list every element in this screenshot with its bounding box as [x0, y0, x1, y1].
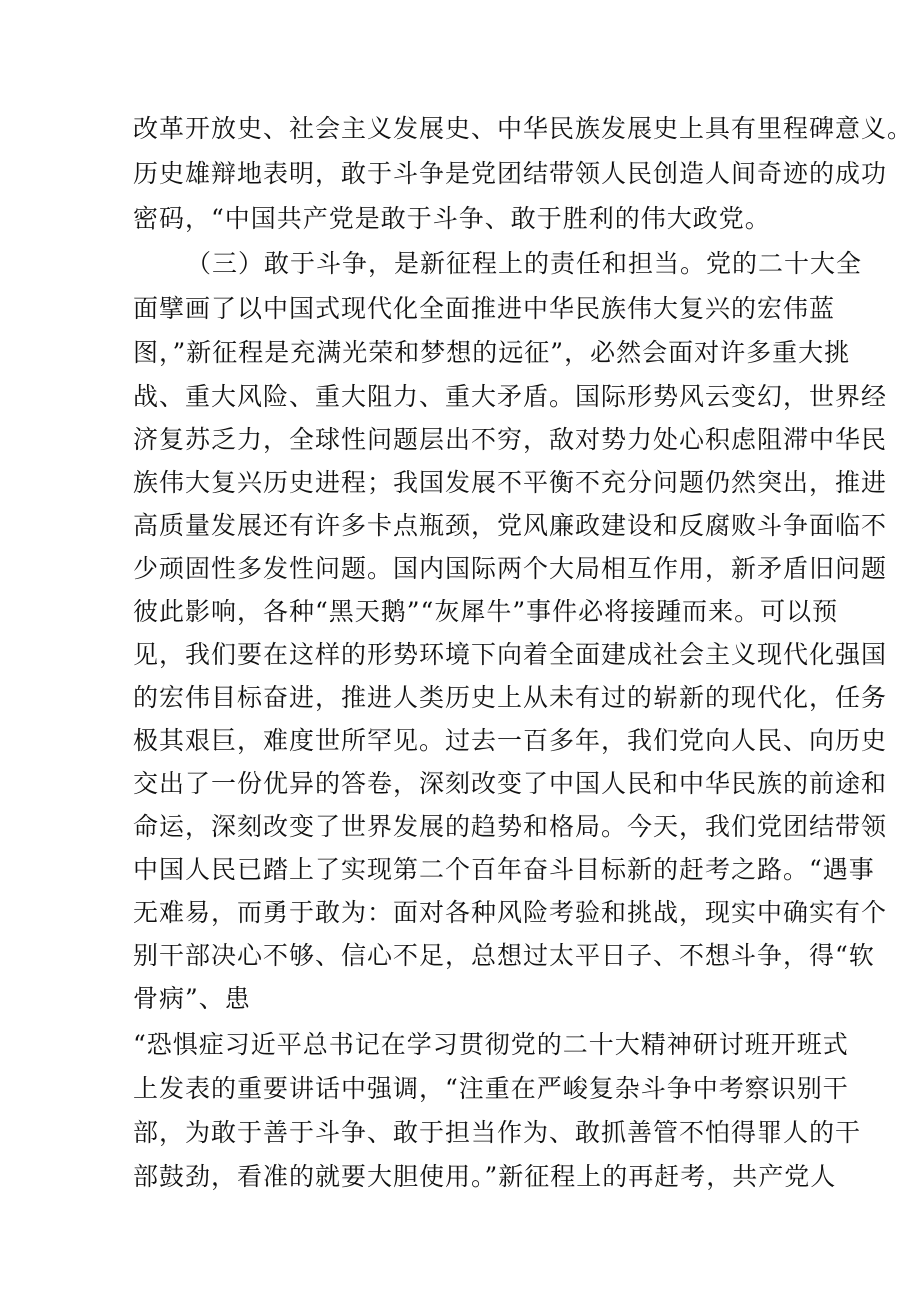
text-line: 无难易，而勇于敢为：面对各种风险考验和挑战，现实中确实有个 [133, 898, 888, 927]
text-line: 战、重大风险、重大阻力、重大矛盾。国际形势风云变幻，世界经 [133, 382, 888, 411]
text-line: 图，”新征程是充满光荣和梦想的远征”，必然会面对许多重大挑 [133, 338, 851, 367]
text-line: 部鼓劲，看准的就要大胆使用。”新征程上的再赶考，共产党人 [133, 1162, 837, 1191]
text-line: 济复苏乏力，全球性问题层出不穷，敌对势力处心积虑阻滞中华民 [133, 425, 888, 454]
text-line: 极其艰巨，难度世所罕见。过去一百多年，我们党向人民、向历史 [133, 726, 888, 755]
text-line: 部，为敢于善于斗争、敢于担当作为、敢抓善管不怕得罪人的干 [133, 1118, 862, 1147]
text-line: “恐惧症习近平总书记在学习贯彻党的二十大精神研讨班开班式 [133, 1030, 849, 1059]
text-line: 的宏伟目标奋进，推进人类历史上从未有过的崭新的现代化，任务 [133, 683, 888, 712]
text-line: 改革开放史、社会主义发展史、中华民族发展史上具有里程碑意义。 [133, 114, 914, 143]
text-line: 别干部决心不够、信心不足，总想过太平日子、不想斗争，得“软 [133, 941, 875, 970]
text-line: 密码，“中国共产党是敢于斗争、敢于胜利的伟大政党。 [133, 204, 771, 233]
text-line: 见，我们要在这样的形势环境下向着全面建成社会主义现代化强国 [133, 640, 888, 669]
text-line: 彼此影响，各种“黑天鹅”“灰犀牛”事件必将接踵而来。可以预 [133, 597, 839, 626]
text-line: 中国人民已踏上了实现第二个百年奋斗目标新的赶考之路。“遇事 [133, 855, 875, 884]
text-line: 少顽固性多发性问题。国内国际两个大局相互作用，新矛盾旧问题 [133, 554, 888, 583]
text-line: 面擘画了以中国式现代化全面推进中华民族伟大复兴的宏伟蓝 [133, 294, 836, 323]
text-line: 命运，深刻改变了世界发展的趋势和格局。今天，我们党团结带领 [133, 812, 888, 841]
text-line: 骨病”、患 [133, 984, 251, 1013]
text-line: 历史雄辩地表明，敢于斗争是党团结带领人民创造人间奇迹的成功 [133, 159, 888, 188]
text-line: 高质量发展还有许多卡点瓶颈，党风廉政建设和反腐败斗争面临不 [133, 511, 888, 540]
text-line: 上发表的重要讲话中强调，“注重在严峻复杂斗争中考察识别干 [133, 1074, 849, 1103]
paragraph-start-line: （三）敢于斗争，是新征程上的责任和担当。党的二十大全 [186, 249, 863, 278]
text-line: 族伟大复兴历史进程；我国发展不平衡不充分问题仍然突出，推进 [133, 468, 888, 497]
text-line: 交出了一份优异的答卷，深刻改变了中国人民和中华民族的前途和 [133, 769, 888, 798]
